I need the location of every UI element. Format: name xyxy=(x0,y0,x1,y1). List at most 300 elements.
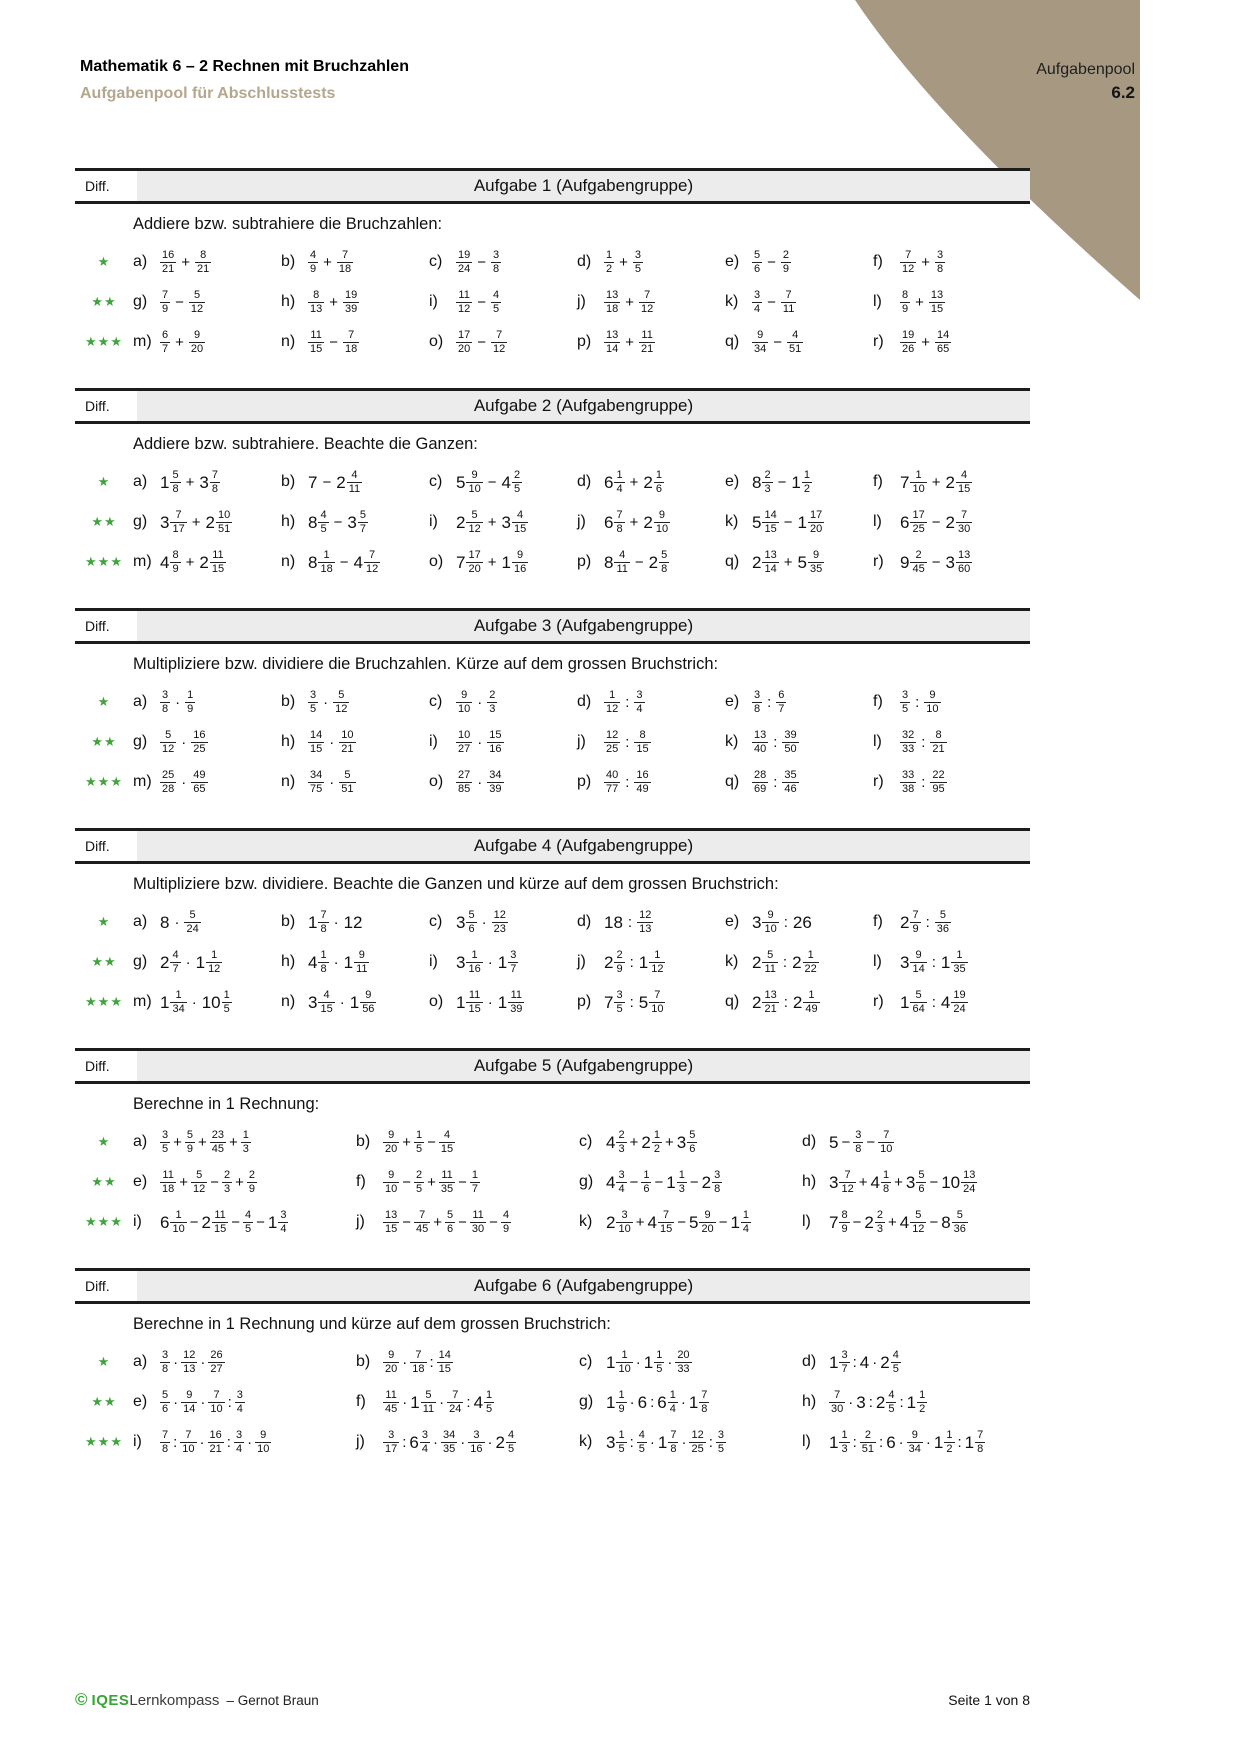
fraction xyxy=(466,549,482,575)
denominator: 50 xyxy=(784,742,797,755)
denominator: 9 xyxy=(162,302,169,315)
operator: − xyxy=(852,1213,862,1231)
row-items xyxy=(133,989,1030,1015)
denominator: 12 xyxy=(335,702,348,715)
exercise-item xyxy=(429,689,577,715)
denominator: 38 xyxy=(902,782,915,795)
item-expression xyxy=(160,469,220,495)
exercise-item xyxy=(133,1209,356,1235)
denominator: 25 xyxy=(606,742,619,755)
item-expression xyxy=(160,1209,288,1235)
denominator: 9 xyxy=(912,922,919,935)
numerator: 11 xyxy=(162,1168,174,1181)
fraction xyxy=(668,1389,678,1415)
numerator: 6 xyxy=(778,688,785,701)
whole-number: 1 xyxy=(349,992,360,1012)
difficulty-stars: ★★ xyxy=(91,514,117,529)
denominator: 14 xyxy=(183,1402,196,1415)
numerator: 2 xyxy=(513,468,521,481)
item-label: f) xyxy=(873,253,883,270)
operator: · xyxy=(635,1353,641,1371)
numerator: 1 xyxy=(654,948,661,961)
whole-number: 2 xyxy=(199,552,209,572)
whole-number: 1 xyxy=(606,1392,616,1412)
fraction xyxy=(456,769,472,795)
operator: : xyxy=(852,1433,857,1451)
difficulty-column-label: Diff. xyxy=(75,1051,137,1081)
denominator: 35 xyxy=(443,1442,456,1455)
exercise-item xyxy=(577,549,725,575)
item-expression xyxy=(900,949,968,975)
operator: + xyxy=(931,473,941,491)
exercise-item xyxy=(873,509,1021,535)
exercise-item xyxy=(579,1349,802,1375)
denominator: 12 xyxy=(468,522,481,535)
exercise-item xyxy=(577,469,725,495)
numerator: 1 xyxy=(320,948,327,961)
fraction xyxy=(470,1209,486,1235)
whole-number: 3 xyxy=(829,1172,839,1192)
denominator: 18 xyxy=(345,342,358,355)
item-label: c) xyxy=(429,693,443,710)
numerator: 9 xyxy=(915,948,922,961)
numerator: 1 xyxy=(655,468,662,481)
denominator: 18 xyxy=(606,302,619,315)
difficulty-stars: ★ xyxy=(97,914,111,929)
exercise-item xyxy=(725,249,873,275)
item-expression xyxy=(604,729,651,755)
numerator: 3 xyxy=(636,688,643,701)
item-label: c) xyxy=(579,1133,593,1150)
numerator: 3 xyxy=(310,688,317,701)
fraction xyxy=(956,509,972,535)
fraction xyxy=(878,1129,894,1155)
fraction xyxy=(839,1209,849,1235)
item-label: f) xyxy=(356,1173,366,1190)
item-label: p) xyxy=(577,553,592,570)
fraction xyxy=(935,249,945,275)
operator: : xyxy=(708,1433,713,1451)
operator: : xyxy=(767,693,772,711)
difficulty-stars: ★★★ xyxy=(85,994,123,1009)
fraction xyxy=(616,1169,626,1195)
numerator: 16 xyxy=(636,768,649,781)
numerator: 7 xyxy=(415,1348,422,1361)
item-label: k) xyxy=(579,1213,593,1230)
whole-number: 4 xyxy=(870,1172,880,1192)
numerator: 2 xyxy=(876,1208,883,1221)
denominator: 15 xyxy=(513,522,527,535)
whole-number: 5 xyxy=(797,552,807,572)
whole-number: 6 xyxy=(409,1432,419,1452)
operator: · xyxy=(174,913,180,931)
operator: · xyxy=(200,1353,206,1371)
exercise-item xyxy=(133,1129,356,1155)
whole-number: 2 xyxy=(900,912,910,932)
denominator: 18 xyxy=(162,1182,175,1195)
item-label: l) xyxy=(873,733,882,750)
whole-number: 1 xyxy=(657,1432,668,1452)
fraction xyxy=(354,949,369,975)
operator: + xyxy=(198,1133,207,1151)
denominator: 35 xyxy=(440,1182,454,1195)
denominator: 7 xyxy=(510,962,517,975)
numerator: 5 xyxy=(915,1208,922,1221)
whole-number: 1 xyxy=(195,952,206,972)
numerator: 7 xyxy=(905,248,912,261)
whole-number: 4 xyxy=(606,1172,616,1192)
denominator: 24 xyxy=(963,1182,976,1195)
exercise-item xyxy=(577,769,725,795)
whole-number: 7 xyxy=(308,472,318,492)
item-expression xyxy=(606,1129,697,1155)
exercise-item xyxy=(873,549,1021,575)
numerator: 5 xyxy=(767,948,774,961)
item-label: q) xyxy=(725,993,740,1010)
operator: · xyxy=(460,1433,466,1451)
fraction xyxy=(781,289,796,315)
denominator: 14 xyxy=(606,342,619,355)
numerator: 11 xyxy=(441,1168,453,1181)
denominator: 8 xyxy=(162,1442,169,1455)
item-expression xyxy=(829,1389,927,1415)
fraction xyxy=(360,989,376,1015)
numerator: 1 xyxy=(175,988,182,1001)
section-title: Aufgabe 1 (Aufgabengruppe) xyxy=(137,171,1030,201)
whole-number: 10 xyxy=(941,1172,961,1192)
numerator: 14 xyxy=(937,328,950,341)
item-label: k) xyxy=(725,953,739,970)
numerator: 10 xyxy=(458,728,471,741)
item-expression xyxy=(900,289,945,315)
denominator: 12 xyxy=(641,302,654,315)
exercise-item xyxy=(429,549,577,575)
numerator: 14 xyxy=(438,1348,451,1361)
difficulty-stars: ★★ xyxy=(91,1394,117,1409)
item-label: c) xyxy=(579,1353,593,1370)
item-label: e) xyxy=(725,913,740,930)
fraction xyxy=(752,329,768,355)
operator: : xyxy=(921,773,926,791)
denominator: 49 xyxy=(805,1002,818,1015)
whole-number: 5 xyxy=(752,512,762,532)
numerator: 26 xyxy=(210,1348,223,1361)
operator: · xyxy=(333,953,339,971)
denominator: 35 xyxy=(809,562,823,575)
item-expression xyxy=(752,769,799,795)
numerator: 7 xyxy=(320,908,327,921)
whole-number: 3 xyxy=(199,472,209,492)
fraction xyxy=(414,1129,424,1155)
exercise-item xyxy=(429,249,577,275)
fraction xyxy=(347,469,362,495)
denominator: 7 xyxy=(172,962,179,975)
item-expression xyxy=(604,249,643,275)
numerator: 5 xyxy=(186,1128,194,1141)
item-label: a) xyxy=(133,473,148,490)
fraction xyxy=(604,769,620,795)
numerator: 7 xyxy=(348,328,355,341)
whole-number: 1 xyxy=(501,552,511,572)
denominator: 16 xyxy=(489,742,502,755)
whole-number: 10 xyxy=(201,992,221,1012)
operator: + xyxy=(625,333,635,351)
exercise-item xyxy=(281,549,429,575)
operator: − xyxy=(477,293,487,311)
operator: − xyxy=(329,333,339,351)
denominator: 8 xyxy=(882,1182,890,1195)
whole-number: 2 xyxy=(643,512,653,532)
operator: − xyxy=(487,473,497,491)
operator: : xyxy=(402,1433,407,1451)
numerator: 3 xyxy=(388,1428,395,1441)
fraction xyxy=(900,289,910,315)
operator: : xyxy=(429,1353,434,1371)
whole-number: 6 xyxy=(657,1392,667,1412)
denominator: 60 xyxy=(957,562,971,575)
denominator: 10 xyxy=(458,702,471,715)
numerator: 4 xyxy=(244,1208,252,1221)
task-section xyxy=(75,1268,1030,1462)
item-expression xyxy=(456,249,501,275)
exercise-item xyxy=(873,769,1021,795)
whole-number: 1 xyxy=(497,992,508,1012)
fraction xyxy=(910,509,926,535)
numerator: 9 xyxy=(517,548,524,561)
whole-number: 5 xyxy=(456,472,466,492)
item-label: e) xyxy=(133,1393,148,1410)
item-expression xyxy=(308,949,369,975)
item-expression xyxy=(752,949,819,975)
denominator: 8 xyxy=(701,1402,708,1415)
whole-number: 1 xyxy=(829,1352,839,1372)
exercise-item xyxy=(281,689,429,715)
denominator: 39 xyxy=(489,782,502,795)
numerator: 3 xyxy=(754,688,761,701)
exercise-item xyxy=(133,329,281,355)
item-expression xyxy=(900,729,947,755)
denominator: 4 xyxy=(669,1402,676,1415)
item-label: m) xyxy=(133,993,152,1010)
numerator: 13 xyxy=(606,328,619,341)
fraction xyxy=(637,1429,647,1455)
fraction xyxy=(383,1129,399,1155)
whole-number: 1 xyxy=(666,1172,676,1192)
numerator: 13 xyxy=(764,548,777,561)
operator: − xyxy=(767,253,776,271)
operator: : xyxy=(899,1393,904,1411)
numerator: 9 xyxy=(911,1428,918,1441)
numerator: 4 xyxy=(507,1428,515,1441)
numerator: 5 xyxy=(939,908,946,921)
whole-number: 2 xyxy=(701,1172,712,1192)
exercise-item xyxy=(577,989,725,1015)
item-expression xyxy=(606,1349,692,1375)
operator: : xyxy=(625,733,630,751)
whole-number: 4 xyxy=(647,1212,657,1232)
fraction xyxy=(781,249,791,275)
numerator: 2 xyxy=(248,1168,256,1181)
operator: · xyxy=(477,773,483,791)
whole-number: 18 xyxy=(604,912,623,932)
exercise-item xyxy=(281,989,429,1015)
section-rows xyxy=(75,462,1030,582)
operator: · xyxy=(487,953,493,971)
denominator: 36 xyxy=(953,1222,966,1235)
operator: · xyxy=(681,1433,687,1451)
item-label: l) xyxy=(802,1213,811,1230)
exercise-row xyxy=(75,242,1030,282)
exercise-item xyxy=(133,289,281,315)
fraction xyxy=(456,729,472,755)
fraction xyxy=(181,1349,197,1375)
fraction xyxy=(641,1169,651,1195)
fraction xyxy=(910,1209,926,1235)
numerator: 9 xyxy=(929,688,936,701)
item-expression xyxy=(308,909,363,935)
difficulty-column-label: Diff. xyxy=(75,611,137,641)
brand-secondary: Lernkompass xyxy=(129,1691,220,1709)
operator: : xyxy=(625,693,630,711)
task-section xyxy=(75,388,1030,582)
fraction xyxy=(512,469,522,495)
exercise-item xyxy=(725,289,873,315)
section-title: Aufgabe 2 (Aufgabengruppe) xyxy=(137,391,1030,421)
whole-number: 6 xyxy=(900,512,910,532)
operator: : xyxy=(773,773,778,791)
item-label: f) xyxy=(356,1393,366,1410)
denominator: 3 xyxy=(242,1142,249,1155)
denominator: 30 xyxy=(471,1222,485,1235)
fraction xyxy=(935,329,951,355)
fraction xyxy=(456,249,472,275)
operator: · xyxy=(181,773,187,791)
exercise-item xyxy=(802,1169,1025,1195)
numerator: 9 xyxy=(767,908,774,921)
fraction xyxy=(491,329,507,355)
item-expression xyxy=(604,549,669,575)
item-label: o) xyxy=(429,553,444,570)
item-expression xyxy=(308,689,349,715)
numerator: 7 xyxy=(496,328,503,341)
operator: : xyxy=(173,1433,178,1451)
denominator: 15 xyxy=(310,742,323,755)
fraction xyxy=(383,1429,399,1455)
numerator: 1 xyxy=(618,1388,625,1401)
fraction xyxy=(512,509,528,535)
numerator: 7 xyxy=(369,548,376,561)
denominator: 2 xyxy=(803,482,810,495)
exercise-row xyxy=(75,762,1030,802)
item-label: g) xyxy=(133,953,148,970)
fraction xyxy=(604,249,614,275)
item-expression xyxy=(752,549,824,575)
whole-number: 2 xyxy=(648,552,659,572)
fraction xyxy=(410,1349,426,1375)
numerator: 3 xyxy=(634,248,642,261)
denominator: 4 xyxy=(235,1442,243,1455)
row-items xyxy=(133,949,1030,975)
exercise-row xyxy=(75,942,1030,982)
item-expression xyxy=(900,989,968,1015)
fraction xyxy=(654,1349,664,1375)
denominator: 4 xyxy=(754,302,761,315)
whole-number: 2 xyxy=(752,992,762,1012)
exercise-item xyxy=(281,329,429,355)
fraction xyxy=(170,949,180,975)
item-label: k) xyxy=(725,513,739,530)
exercise-item xyxy=(429,729,577,755)
item-expression xyxy=(308,329,359,355)
numerator: 19 xyxy=(902,328,915,341)
numerator: 13 xyxy=(754,728,767,741)
operator: · xyxy=(487,1433,493,1451)
denominator: 9 xyxy=(782,262,790,275)
section-header-bar xyxy=(75,608,1030,644)
numerator: 9 xyxy=(757,328,764,341)
denominator: 14 xyxy=(764,562,777,575)
fraction xyxy=(185,689,195,715)
operator: : xyxy=(226,1433,231,1451)
item-expression xyxy=(160,909,201,935)
fraction xyxy=(189,329,205,355)
denominator: 75 xyxy=(310,782,323,795)
numerator: 3 xyxy=(421,1428,429,1441)
item-label: l) xyxy=(873,953,882,970)
denominator: 5 xyxy=(162,1142,169,1155)
denominator: 27 xyxy=(458,742,471,755)
denominator: 21 xyxy=(209,1442,222,1455)
numerator: 5 xyxy=(338,688,345,701)
numerator: 5 xyxy=(918,1168,925,1181)
numerator: 5 xyxy=(468,908,475,921)
numerator: 3 xyxy=(162,1348,169,1361)
fraction xyxy=(160,1349,170,1375)
denominator: 10 xyxy=(926,702,939,715)
fraction xyxy=(456,329,472,355)
fraction xyxy=(891,1349,901,1375)
numerator: 2 xyxy=(764,468,771,481)
whole-number: 8 xyxy=(160,912,170,932)
numerator: 34 xyxy=(443,1428,456,1441)
denominator: 35 xyxy=(953,962,966,975)
operator: − xyxy=(322,473,332,491)
denominator: 24 xyxy=(458,262,471,275)
denominator: 15 xyxy=(440,1142,454,1155)
section-rows xyxy=(75,682,1030,802)
denominator: 5 xyxy=(656,1362,663,1375)
item-label: g) xyxy=(133,733,148,750)
corner-number: 6.2 xyxy=(1111,82,1135,102)
numerator: 7 xyxy=(452,1388,459,1401)
item-label: a) xyxy=(133,693,148,710)
denominator: 16 xyxy=(513,562,527,575)
item-label: l) xyxy=(802,1433,811,1450)
denominator: 24 xyxy=(186,922,199,935)
item-label: n) xyxy=(281,333,296,350)
denominator: 12 xyxy=(193,1182,206,1195)
denominator: 11 xyxy=(616,562,628,575)
whole-number: 2 xyxy=(945,472,955,492)
denominator: 15 xyxy=(385,1222,398,1235)
whole-number: 1 xyxy=(308,912,318,932)
exercise-item xyxy=(802,1389,1025,1415)
operator: : xyxy=(773,733,778,751)
operator: · xyxy=(199,1433,205,1451)
fraction xyxy=(604,289,620,315)
denominator: 10 xyxy=(618,1222,631,1235)
numerator: 1 xyxy=(609,688,616,701)
